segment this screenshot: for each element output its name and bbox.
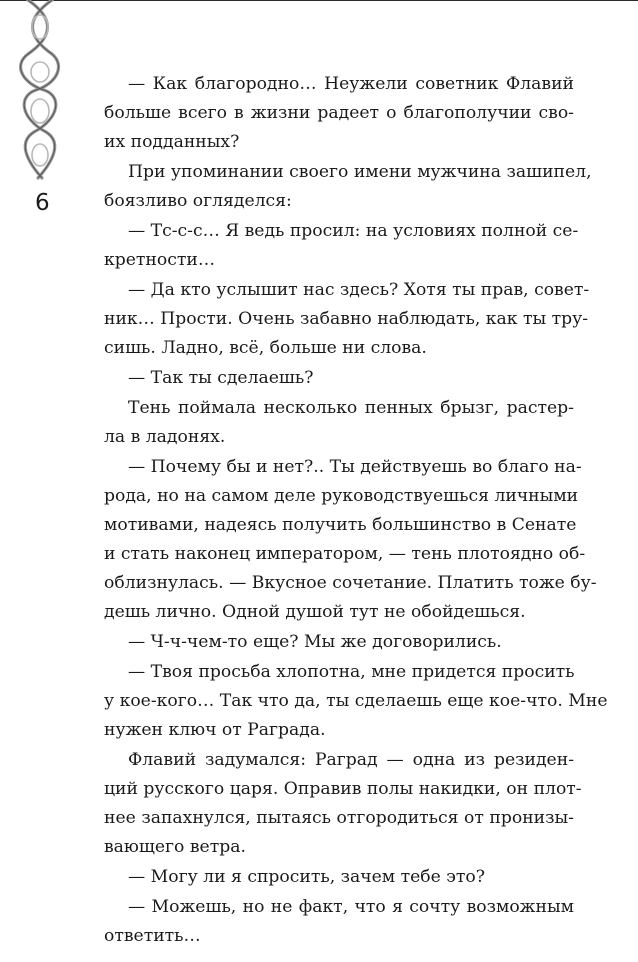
paragraph <box>104 70 574 157</box>
text-line: При упоминании своего имени мужчина зашипел, <box>128 162 592 182</box>
text-line: — Почему бы и нет?.. Ты действуешь во благо на- <box>128 457 582 477</box>
text-line: Тень поймала несколько пенных брызг, растер- <box>128 398 574 418</box>
text-line: у кое-кого… Так что да, ты сделаешь еще кое-что. Мне <box>104 691 608 711</box>
text-line: — Могу ли я спросить, зачем тебе это? <box>128 867 485 887</box>
paragraph <box>104 863 574 892</box>
text-line: сишь. Ладно, всё, больше ни слова. <box>104 338 427 358</box>
text-line: кретности… <box>104 250 216 270</box>
text-line: — Так ты сделаешь? <box>128 368 314 388</box>
text-line: — Ч-ч-чем-то еще? Мы же договорились. <box>128 632 502 652</box>
text-line: мотивами, надеясь получить большинство в Сенате <box>104 515 577 535</box>
paragraph <box>104 628 574 657</box>
text-line: и стать наконец императором, — тень плотоядно об- <box>104 544 586 564</box>
paragraph <box>104 158 592 216</box>
text-line: — Как благородно… Неужели советник Флавий <box>128 74 574 94</box>
text-line: — Тс-с-с… Я ведь просил: на условиях полной се- <box>128 221 579 241</box>
text-line: — Твоя просьба хлопотна, мне придется просить <box>128 662 575 682</box>
text-line: Флавий задумался: Раград — одна из резиден- <box>128 750 574 770</box>
text-line: нее запахнулся, пытаясь отгородиться от пронизы- <box>104 808 574 828</box>
text-line: их подданных? <box>104 132 240 152</box>
text-line: нужен ключ от Раграда. <box>104 720 326 740</box>
text-line: облизнулась. — Вкусное сочетание. Платить тоже бу- <box>104 573 597 593</box>
text-line: — Да кто услышит нас здесь? Хотя ты прав, совет- <box>128 280 590 300</box>
text-line: — Можешь, но не факт, что я сочту возможным <box>128 897 574 917</box>
page-number: 6 <box>35 190 50 216</box>
text-line: дешь лично. Одной душой тут не обойдешься. <box>104 602 526 622</box>
paragraph <box>104 658 608 745</box>
text-line: ций русского царя. Оправив полы накидки, он плот- <box>104 779 582 799</box>
text-line: рода, но на самом деле руководствуешься личными <box>104 486 579 506</box>
text-line: больше всего в жизни радеет о благополучии сво- <box>104 103 574 123</box>
paragraph <box>104 276 590 363</box>
paragraph <box>104 217 579 275</box>
text-line: ла в ладонях. <box>104 427 226 447</box>
top-rule <box>0 0 638 1</box>
text-line: вающего ветра. <box>104 837 246 857</box>
paragraph <box>104 394 574 452</box>
text-line: боязливо огляделся: <box>104 191 292 211</box>
paragraph <box>104 364 574 393</box>
paragraph <box>104 453 597 627</box>
paragraph <box>104 746 582 862</box>
braided-chain-ornament-icon <box>14 0 66 180</box>
paragraph <box>104 893 574 951</box>
text-line: ответить… <box>104 926 201 946</box>
body-text <box>104 70 608 952</box>
text-line: ник… Прости. Очень забавно наблюдать, как ты тру- <box>104 309 589 329</box>
